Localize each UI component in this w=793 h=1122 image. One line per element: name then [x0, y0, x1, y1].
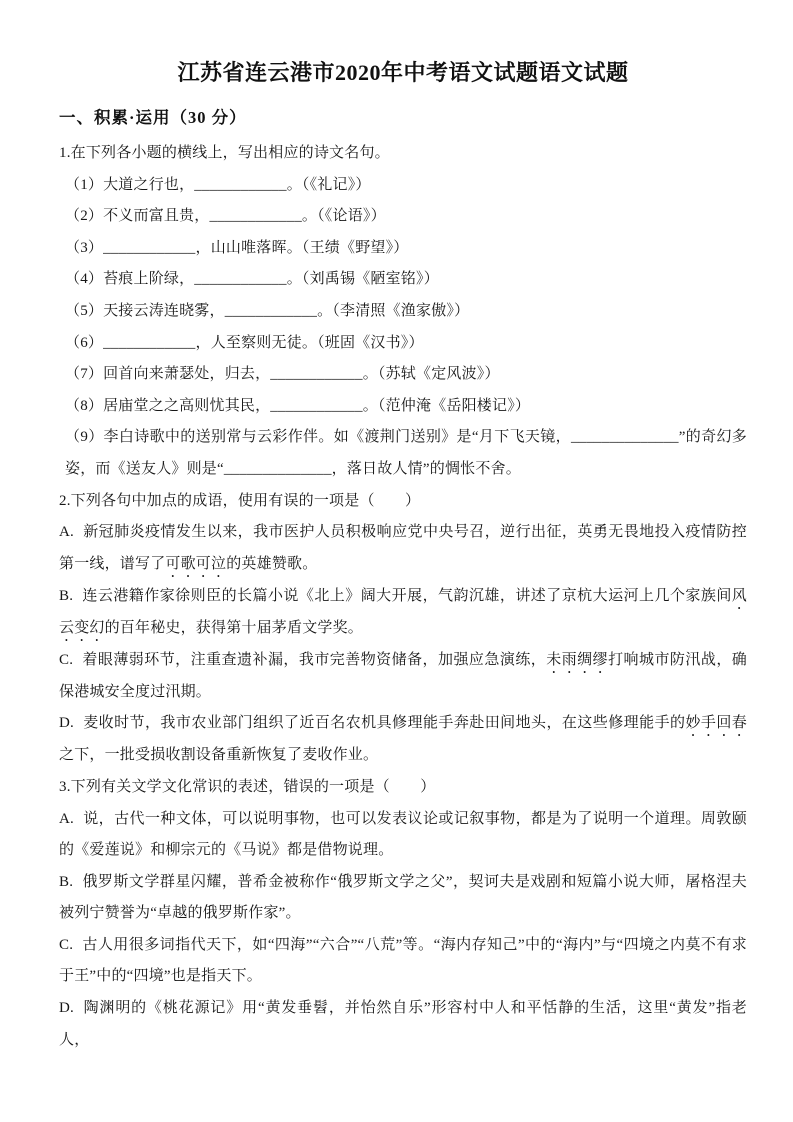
question-3-option-b — [59, 867, 747, 930]
question-3-option-a — [59, 804, 747, 867]
option-text: 着眼薄弱环节，注重查遗补漏，我市完善物资储备，加强应急演练， — [82, 651, 547, 668]
question-1-item-6: （6）____________，人至察则无徒。（班固《汉书》） — [65, 334, 424, 351]
question-2-stem: 2.下列各句中加点的成语，使用有误的一项是（ ） — [59, 492, 421, 509]
section-heading: 一、积累·运用（30 分） — [59, 108, 247, 127]
option-text: 新冠肺炎疫情发生以来，我市医护人员积极响应党中央号召，逆行出征，英勇无畏地投入疫情防控第一线，谱写了 — [59, 524, 747, 572]
option-text: 之下，一批受损收割设备重新恢复了麦收作业。 — [59, 747, 379, 764]
question-1-item-2: （2）不义而富且贵，____________。（《论语》） — [65, 208, 386, 225]
emphasized-idiom: 妙手回春 — [685, 715, 747, 732]
emphasized-idiom: 可歌可泣 — [165, 555, 227, 572]
question-1-item-8: （8）居庙堂之之高则忧其民，____________。（范仲淹《岳阳楼记》） — [65, 397, 531, 414]
option-text: 的英雄赞歌。 — [226, 555, 318, 572]
question-2-option-d — [59, 708, 747, 772]
option-text: 陶渊明的《桃花源记》用“黄发垂髫，并怡然自乐”形容村中人和平恬静的生活，这里“黄发”指老人， — [59, 1000, 747, 1048]
option-text: 连云港籍作家徐则臣的长篇小说《北上》阔大开展，气韵沉雄，讲述了京杭大运河上几个家族间 — [82, 587, 732, 604]
question-3-stem: 3.下列有关文学文化常识的表述，错误的一项是（ ） — [59, 778, 436, 795]
question-1-item-5: （5）天接云涛连晓雾，____________。（李清照《渔家傲》） — [65, 302, 470, 319]
exam-title: 江苏省连云港市2020年中考语文试题语文试题 — [177, 60, 629, 85]
question-3-option-c — [59, 930, 747, 993]
option-text: 古人用很多词指代天下，如“四海”“六合”“八荒”等。“海内存知己”中的“海内”与“四境之内莫不有求于王”中的“四境”也是指天下。 — [59, 936, 747, 985]
question-1-item-7: （7）回首向来萧瑟处，归去，____________。（苏轼《定风波》） — [65, 366, 500, 383]
option-text: 说，古代一种文体，可以说明事物，也可以发表议论或记叙事物，都是为了说明一个道理。周敦颐的《爱莲说》和柳宗元的《马说》都是借物说理。 — [59, 810, 747, 859]
option-label: B. — [59, 587, 74, 604]
question-2-option-a — [59, 517, 747, 581]
option-label: A. — [59, 810, 74, 827]
option-label: D. — [59, 1000, 74, 1017]
option-label: C. — [59, 651, 74, 668]
option-text: 麦收时节，我市农业部门组织了近百名农机具修理能手奔赴田间地头，在这些修理能手的 — [82, 715, 686, 732]
question-1-item-1: （1）大道之行也，____________。（《礼记》） — [65, 176, 371, 193]
question-3-option-d — [59, 993, 747, 1056]
option-text: 俄罗斯文学群星闪耀，普希金被称作“俄罗斯文学之父”，契诃夫是戏剧和短篇小说大师，屠格涅夫被列宁赞誉为“卓越的俄罗斯作家”。 — [59, 873, 747, 922]
option-text: 的百年秘史，获得第十届茅盾文学奖。 — [104, 619, 364, 636]
option-label: B. — [59, 873, 74, 890]
emphasized-idiom: 未雨绸缪 — [546, 651, 609, 668]
question-1-item-3: （3）____________，山山唯落晖。（王绩《野望》） — [65, 239, 409, 256]
emphasized-idiom: 风云变幻 — [59, 587, 747, 636]
option-label: A. — [59, 524, 74, 541]
question-1-item-9: （9）李白诗歌中的送别常与云彩作伴。如《渡荆门送别》是“月下飞天镜，______________”的奇幻多姿，而《送友人》则是“______________，落日故人情”的惆怅不舍。 — [65, 429, 747, 477]
question-1-stem: 1.在下列各小题的横线上，写出相应的诗文名句。 — [59, 145, 390, 161]
option-label: D. — [59, 715, 74, 732]
question-2-option-b — [59, 581, 747, 645]
question-1-item-4: （4）苔痕上阶绿，____________。（刘禹锡《陋室铭》） — [65, 271, 439, 288]
question-2-option-c — [59, 645, 747, 709]
option-label: C. — [59, 936, 74, 953]
option-text: 打响城市防汛战，确保港城安全度过汛期。 — [59, 651, 747, 700]
